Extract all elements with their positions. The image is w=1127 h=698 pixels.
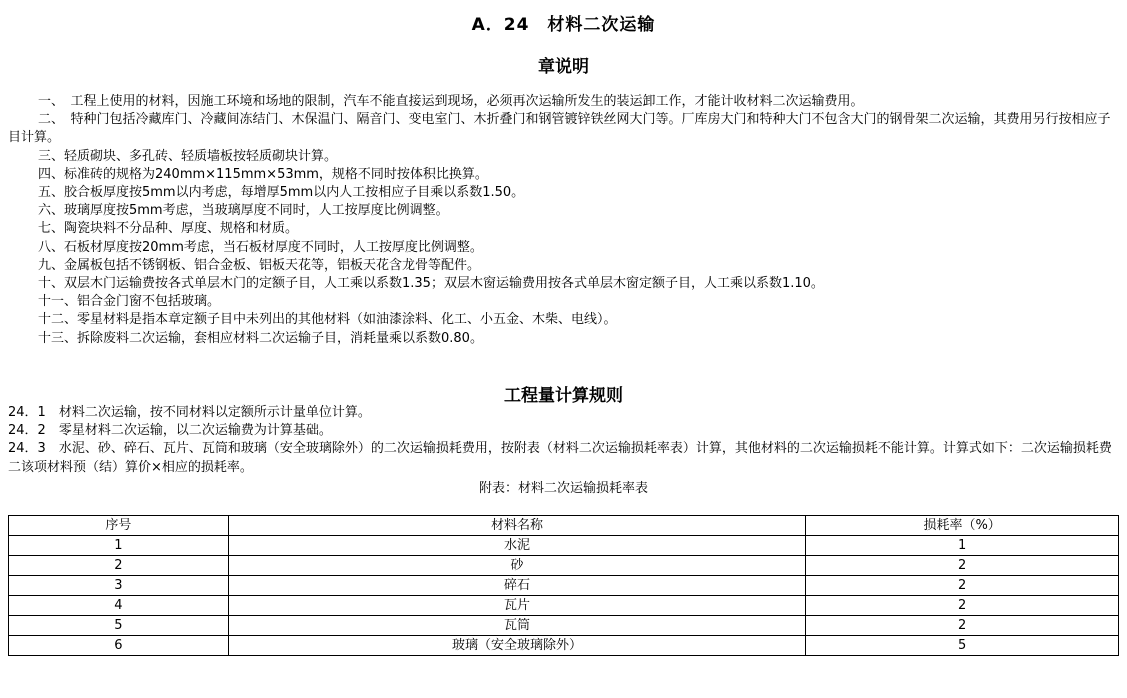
cell-index: 5 — [9, 616, 229, 636]
cell-material: 碎石 — [228, 576, 805, 596]
table-caption: 附表：材料二次运输损耗率表 — [478, 481, 648, 496]
note-item: 六、玻璃厚度按5mm考虑，当玻璃厚度不同时，人工按厚度比例调整。 — [38, 203, 449, 219]
note-item: 八、石板材厚度按20mm考虑，当石板材厚度不同时，人工按厚度比例调整。 — [38, 239, 483, 255]
column-header-material: 材料名称 — [228, 516, 805, 536]
cell-index: 3 — [9, 576, 229, 596]
table-row — [9, 536, 1119, 556]
cell-index: 1 — [9, 536, 229, 556]
column-header-index: 序号 — [9, 516, 229, 536]
note-item: 四、标准砖的规格为240mm×115mm×53mm，规格不同时按体积比换算。 — [38, 166, 488, 182]
column-header-loss-rate: 损耗率（%） — [806, 516, 1119, 536]
note-item: 二、 特种门包括冷藏库门、冷藏间冻结门、木保温门、隔音门、变电室门、木折叠门和钢管镀锌铁丝网大门等。厂库房大门和特种大门不包含大门的钢骨架二次运输，其费用另行按相应子目计算。 — [8, 112, 1111, 146]
note-item: 一、 工程上使用的材料，因施工环境和场地的限制，汽车不能直接运到现场，必须再次运输所发生的装运卸工作，才能计收材料二次运输费用。 — [38, 94, 864, 109]
cell-loss-rate: 2 — [806, 616, 1119, 636]
chapter-notes — [8, 93, 1120, 348]
table-row — [9, 636, 1119, 656]
table-header-row — [9, 516, 1119, 536]
cell-loss-rate: 2 — [806, 576, 1119, 596]
cell-loss-rate: 2 — [806, 596, 1119, 616]
cell-material: 瓦片 — [228, 596, 805, 616]
cell-material: 瓦筒 — [228, 616, 805, 636]
note-item: 七、陶瓷块料不分品种、厚度、规格和材质。 — [38, 221, 299, 237]
rule-item: 24．2 零星材料二次运输，以二次运输费为计算基础。 — [8, 423, 332, 439]
rule-item: 24．1 材料二次运输，按不同材料以定额所示计量单位计算。 — [8, 405, 371, 420]
note-item: 三、轻质砌块、多孔砖、轻质墙板按轻质砌块计算。 — [38, 148, 338, 164]
table-row — [9, 576, 1119, 596]
loss-rate-table — [8, 515, 1119, 656]
cell-material: 水泥 — [228, 536, 805, 556]
page-title: A．24 材料二次运输 — [471, 15, 656, 35]
rules-title: 工程量计算规则 — [504, 386, 623, 406]
cell-index: 2 — [9, 556, 229, 576]
note-item: 十三、拆除废料二次运输，套相应材料二次运输子目，消耗量乘以系数0.80。 — [38, 330, 483, 346]
cell-index: 6 — [9, 636, 229, 656]
note-item: 十一、铝合金门窗不包括玻璃。 — [38, 294, 221, 310]
cell-loss-rate: 5 — [806, 636, 1119, 656]
table-row — [9, 556, 1119, 576]
note-item: 十二、零星材料是指本章定额子目中未列出的其他材料（如油漆涂料、化工、小五金、木柴、电线）。 — [38, 312, 617, 328]
table-row — [9, 616, 1119, 636]
cell-material: 玻璃（安全玻璃除外） — [228, 636, 805, 656]
section-title: 章说明 — [538, 57, 589, 77]
cell-loss-rate: 2 — [806, 556, 1119, 576]
note-item: 五、胶合板厚度按5mm以内考虑，每增厚5mm以内人工按相应子目乘以系数1.50。 — [38, 185, 525, 201]
rule-item: 24．3 水泥、砂、碎石、瓦片、瓦筒和玻璃（安全玻璃除外）的二次运输损耗费用，按附表（材料二次运输损耗率表）计算，其他材料的二次运输损耗不能计算。计算式如下：二次运输损耗费二该项材料预（结）算价×相应的损耗率。 — [8, 441, 1112, 475]
table-row — [9, 596, 1119, 616]
note-item: 九、金属板包括不锈钢板、铝合金板、铝板天花等，铝板天花含龙骨等配件。 — [38, 257, 481, 273]
note-item: 十、双层木门运输费按各式单层木门的定额子目，人工乘以系数1.35；双层木窗运输费用按各式单层木窗定额子目，人工乘以系数1.10。 — [38, 276, 824, 292]
cell-material: 砂 — [228, 556, 805, 576]
cell-index: 4 — [9, 596, 229, 616]
cell-loss-rate: 1 — [806, 536, 1119, 556]
calculation-rules — [8, 404, 1120, 477]
